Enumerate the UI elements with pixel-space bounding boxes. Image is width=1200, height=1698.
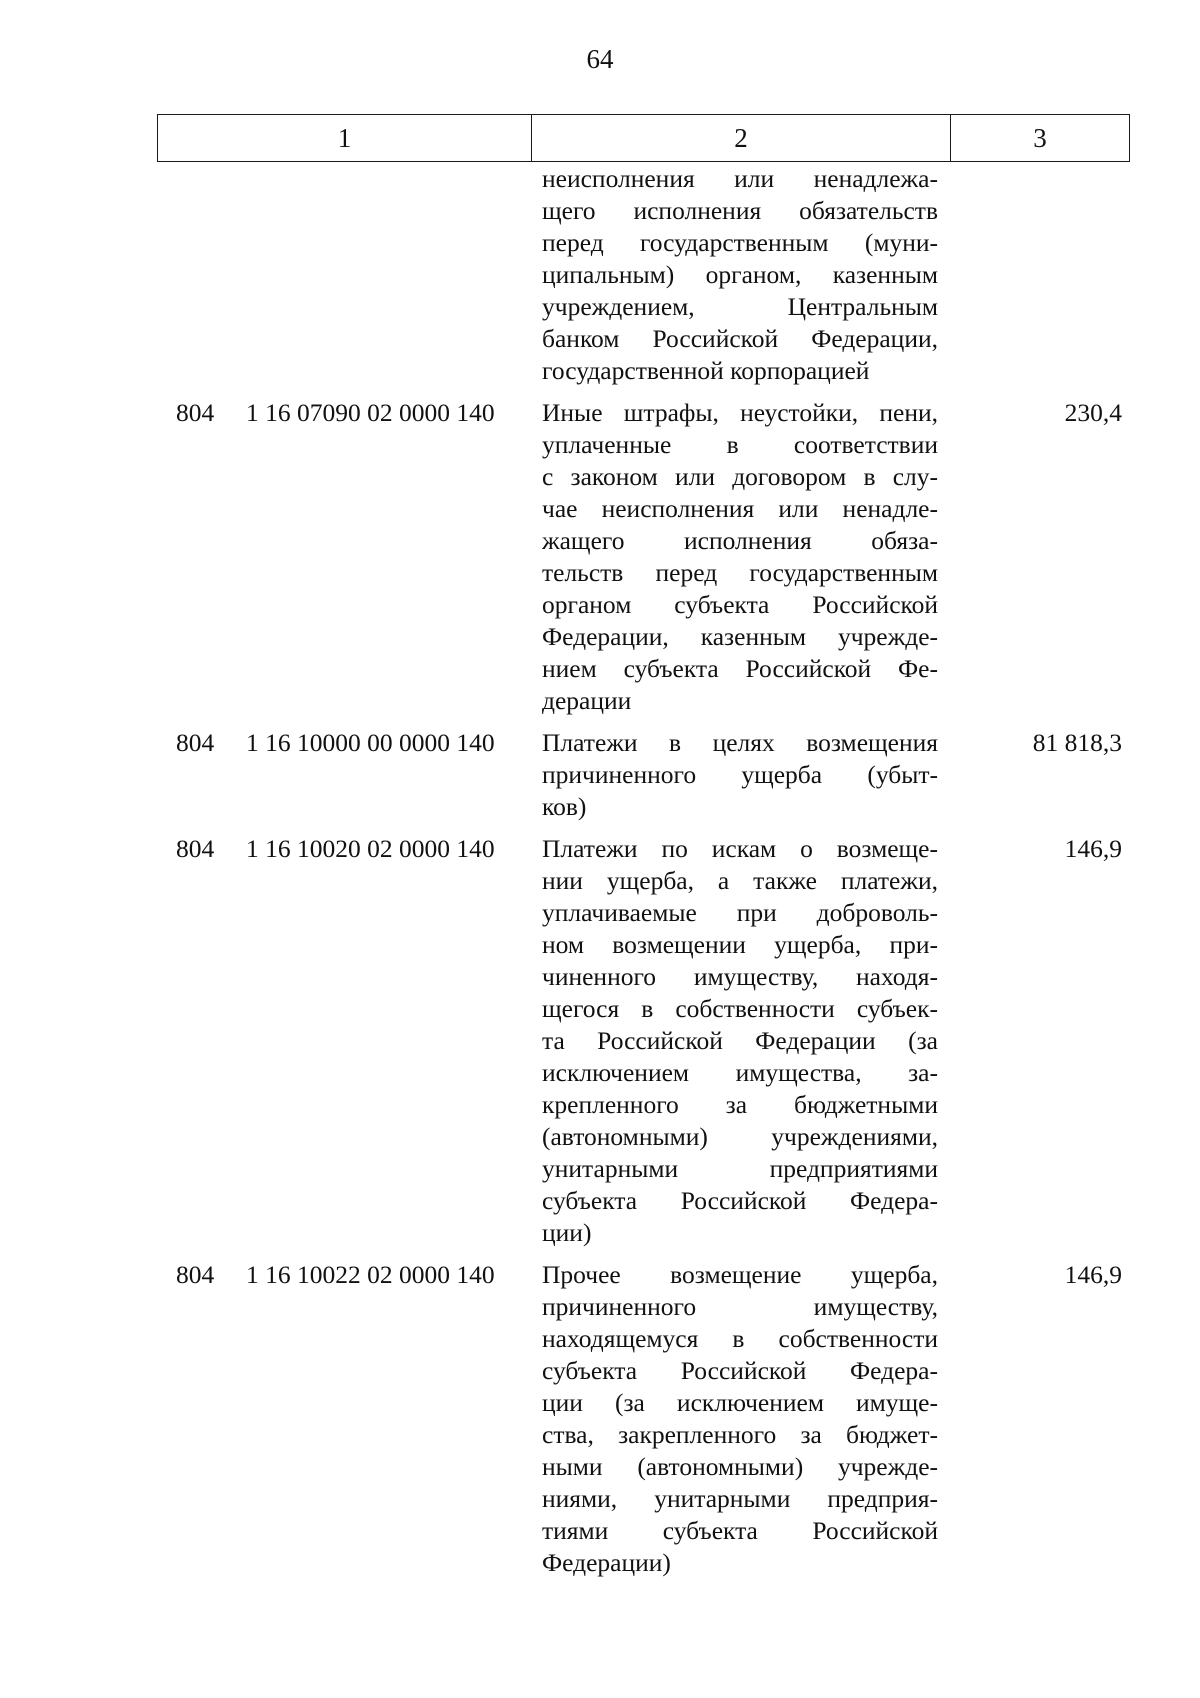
description-line: субъекта Российской Федера- — [542, 1356, 938, 1385]
row-gap — [0, 1249, 1200, 1259]
amount: 81 818,3 — [1032, 728, 1122, 757]
table-row — [0, 833, 1200, 1249]
description-line: Федерации, казенным учрежде- — [542, 622, 938, 651]
row-gap — [0, 717, 1200, 727]
amount: 146,9 — [1064, 1260, 1122, 1289]
table-body — [0, 163, 1200, 1579]
description-line: уплачиваемые при доброволь- — [542, 898, 938, 927]
description-line: крепленного за бюджетными — [542, 1090, 938, 1119]
description-line: банком Российской Федерации, — [542, 324, 938, 353]
description-line: находящемуся в собственности — [542, 1324, 938, 1353]
budget-classification-code: 1 16 07090 02 0000 140 — [246, 398, 495, 427]
column-header-3: 3 — [1033, 122, 1047, 153]
column-header-1: 1 — [158, 115, 532, 161]
description-line: Платежи в целях возмещения — [542, 728, 938, 757]
description-line: Иные штрафы, неустойки, пени, — [542, 398, 938, 427]
description-line: Платежи по искам о возмеще- — [542, 834, 938, 863]
description-line: ном возмещении ущерба, при- — [542, 930, 938, 959]
description-line: тиями субъекта Российской — [542, 1516, 938, 1545]
description-line: Прочее возмещение ущерба, — [542, 1260, 938, 1289]
description-line: органом субъекта Российской — [542, 590, 938, 619]
admin-code: 804 — [176, 1260, 215, 1289]
description-line: с законом или договором в слу- — [542, 462, 938, 491]
description-line: ными (автономными) учрежде- — [542, 1452, 938, 1481]
description-line: ниями, унитарными предприя- — [542, 1484, 938, 1513]
page-number: 64 — [586, 44, 614, 74]
description-line: щегося в собственности субъек- — [542, 994, 938, 1023]
description-line: субъекта Российской Федера- — [542, 1186, 938, 1215]
table-row — [0, 163, 1200, 387]
amount: 146,9 — [1064, 834, 1122, 863]
description-line: учреждением, Центральным — [542, 292, 938, 321]
income-description — [542, 397, 938, 717]
row-gap — [0, 387, 1200, 397]
admin-code: 804 — [176, 834, 215, 863]
description-line: та Российской Федерации (за — [542, 1026, 938, 1055]
amount: 230,4 — [1064, 398, 1122, 427]
description-line: исключением имущества, за- — [542, 1058, 938, 1087]
description-line: (автономными) учреждениями, — [542, 1122, 938, 1151]
table-row — [0, 727, 1200, 823]
description-line: Федерации) — [542, 1548, 671, 1577]
income-description — [542, 727, 938, 823]
description-line: чае неисполнения или ненадле- — [542, 494, 938, 523]
description-line: тельств перед государственным — [542, 558, 938, 587]
description-line: причиненного имуществу, — [542, 1292, 938, 1321]
admin-code: 804 — [176, 728, 215, 757]
income-description — [542, 1259, 938, 1579]
table-header — [157, 114, 1130, 162]
budget-classification-code: 1 16 10022 02 0000 140 — [246, 1260, 495, 1289]
table-row — [0, 397, 1200, 717]
budget-classification-code: 1 16 10020 02 0000 140 — [246, 834, 495, 863]
description-line: дерации — [542, 686, 632, 715]
description-line: нием субъекта Российской Фе- — [542, 654, 938, 683]
description-line: ков) — [542, 792, 587, 821]
description-line: ции (за исключением имуще- — [542, 1388, 938, 1417]
description-line: нии ущерба, а также платежи, — [542, 866, 938, 895]
income-description — [542, 833, 938, 1249]
description-line: ципальным) органом, казенным — [542, 260, 938, 289]
income-description — [542, 163, 938, 387]
description-line: неисполнения или ненадлежа- — [542, 164, 938, 193]
row-gap — [0, 823, 1200, 833]
description-line: перед государственным (муни- — [542, 228, 938, 257]
description-line: жащего исполнения обяза- — [542, 526, 938, 555]
admin-code: 804 — [176, 398, 215, 427]
description-line: щего исполнения обязательств — [542, 196, 938, 225]
description-line: ства, закрепленного за бюджет- — [542, 1420, 938, 1449]
column-header-2: 2 — [532, 115, 951, 161]
description-line: государственной корпорацией — [542, 356, 870, 385]
table-row — [0, 1259, 1200, 1579]
description-line: ции) — [542, 1218, 592, 1247]
description-line: чиненного имуществу, находя- — [542, 962, 938, 991]
description-line: причиненного ущерба (убыт- — [542, 760, 938, 789]
description-line: уплаченные в соответствии — [542, 430, 938, 459]
description-line: унитарными предприятиями — [542, 1154, 938, 1183]
budget-classification-code: 1 16 10000 00 0000 140 — [246, 728, 495, 757]
